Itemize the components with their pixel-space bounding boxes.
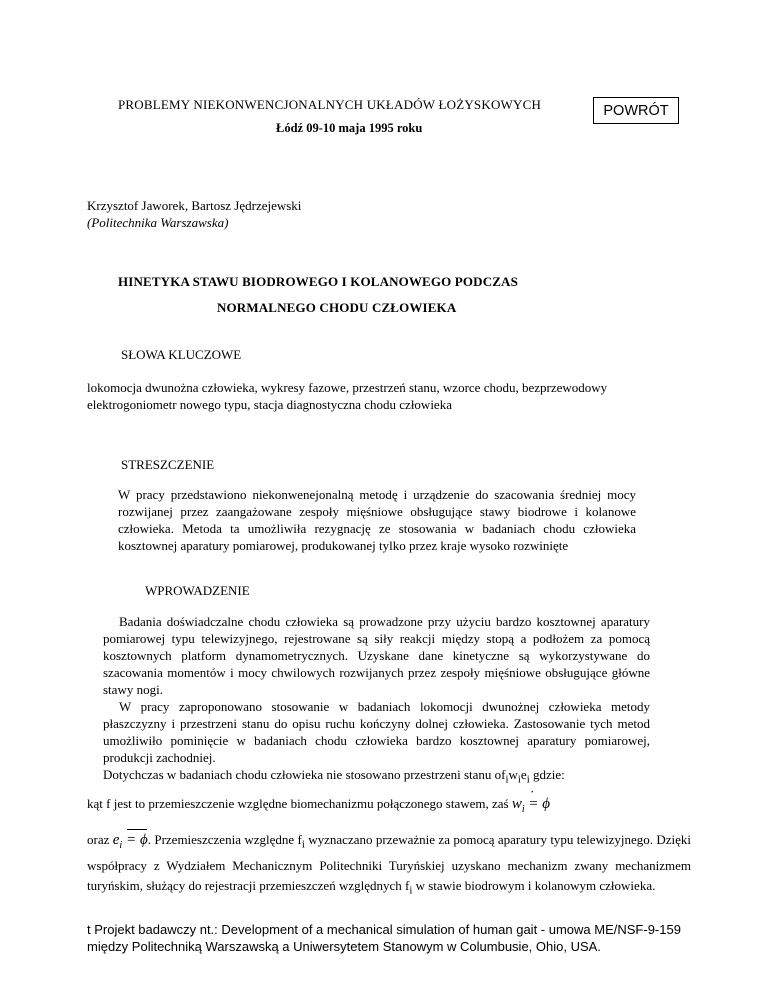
paper-title-line-1: HINETYKA STAWU BIODROWEGO I KOLANOWEGO PODCZAS [118, 274, 518, 289]
intro-p3-e: e [520, 767, 527, 782]
measurement-sub: i [301, 838, 305, 851]
abstract-text: W pracy przedstawiono niekonwenejonalną metodę i urządzenie do szacowania średniej mocy rozwijanej przez zaangażowane zespoły mięśniowe obsługujące stawy biodrowe i kolanowe człowieka. Metoda ta umożliwiła rezygnację ze stosowania w badaniach chodu człowieka kosztownej aparatury pomiarowej, produkowanej tylko przez kraje wysoko rozwinięte [118, 487, 636, 553]
measurement-prefix: oraz [87, 832, 110, 847]
keywords-heading: SŁOWA KLUCZOWE [121, 347, 242, 362]
intro-paragraph-2: W pracy zaproponowano stosowanie w badaniach lokomocji dwunożnej człowieka metody płaszczyzny i przestrzeni stanu do opisu ruchu kończyny dolnej człowieka. Zastosowanie tych metod umożliwiło pominięcie w badaniach chodu człowieka bardzo kosztownej aparatury pomiarowej, produkcji zachodniej. [103, 699, 650, 765]
formula-w: $w_i = \phi$ · [512, 796, 550, 812]
conference-date: Łódź 09-10 maja 1995 roku [276, 121, 423, 135]
introduction-heading: WPROWADZENIE [145, 583, 250, 598]
keywords-text: lokomocja dwunożna człowieka, wykresy fazowe, przestrzeń stanu, wzorce chodu, bezprzewodowy elektrogoniometr nowego typu, stacja diagnostyczna chodu człowieka [87, 380, 608, 412]
paragraph-measurement [87, 830, 691, 901]
introduction-body [103, 613, 650, 789]
angle-definition-text: kąt f jest to przemieszczenie względne biomechanizmu połączonego stawem, zaś [87, 796, 509, 811]
abstract-heading: STRESZCZENIE [121, 457, 215, 472]
back-button[interactable]: POWRÓT [593, 97, 679, 124]
author-affiliation: (Politechnika Warszawska) [87, 215, 229, 230]
paragraph-angle-definition [87, 796, 550, 815]
intro-p3-sub: i [526, 773, 530, 786]
conference-title: PROBLEMY NIEKONWENCJONALNYCH UKŁADÓW ŁOŻYSKOWYCH [118, 97, 542, 112]
formula-e: $e_i = \phi$ [112, 832, 148, 851]
measurement-text-a: . Przemieszczenia względne f [147, 832, 302, 847]
intro-paragraph-3 [103, 766, 650, 789]
measurement-text-c: w stawie biodrowym i kolanowym człowieka. [412, 878, 656, 893]
paper-title-line-2: NORMALNEGO CHODU CZŁOWIEKA [217, 300, 457, 315]
intro-p3-suffix: gdzie: [529, 767, 565, 782]
footnote: t Projekt badawczy nt.: Development of a mechanical simulation of human gait - umowa ME/NSF-9-159 między Politechniką Warszawską a Uniwersytetem Stanowym w Columbusie, Ohio, USA. [87, 922, 681, 954]
intro-p3-sub: i [517, 773, 521, 786]
intro-p3-w: w [508, 767, 518, 782]
intro-p3-sub: i [505, 773, 509, 786]
intro-p3-text: Dotychczas w badaniach chodu człowieka nie stosowano przestrzeni stanu of [103, 767, 506, 782]
intro-paragraph-1: Badania doświadczalne chodu człowieka są prowadzone przy użyciu bardzo kosztownej aparatury pomiarowej typu telewizyjnego, rejestrowane są siły reakcji między stopą a podłożem za pomocą kosztownych platform dynamometrycznych. Uzyskane dane kinetyczne są wykorzystywane do szacowania momentów i mocy chwilowych rozwijanych przez zespoły mięśniowe obsługujące główne stawy nogi. [103, 614, 650, 697]
measurement-sub: i [409, 884, 413, 897]
measurement-text-b: wyznaczano przeważnie za pomocą aparatury typu telewizyjnego. Dzięki współpracy z Wydziałem Mechanicznym Politechniki Turyńskiej uzyskano mechanizm zwany mechanizmem turyńskim, służący do rejestracji przemieszczeń względnych f [87, 832, 691, 893]
author-names: Krzysztof Jaworek, Bartosz Jędrzejewski [87, 198, 302, 213]
